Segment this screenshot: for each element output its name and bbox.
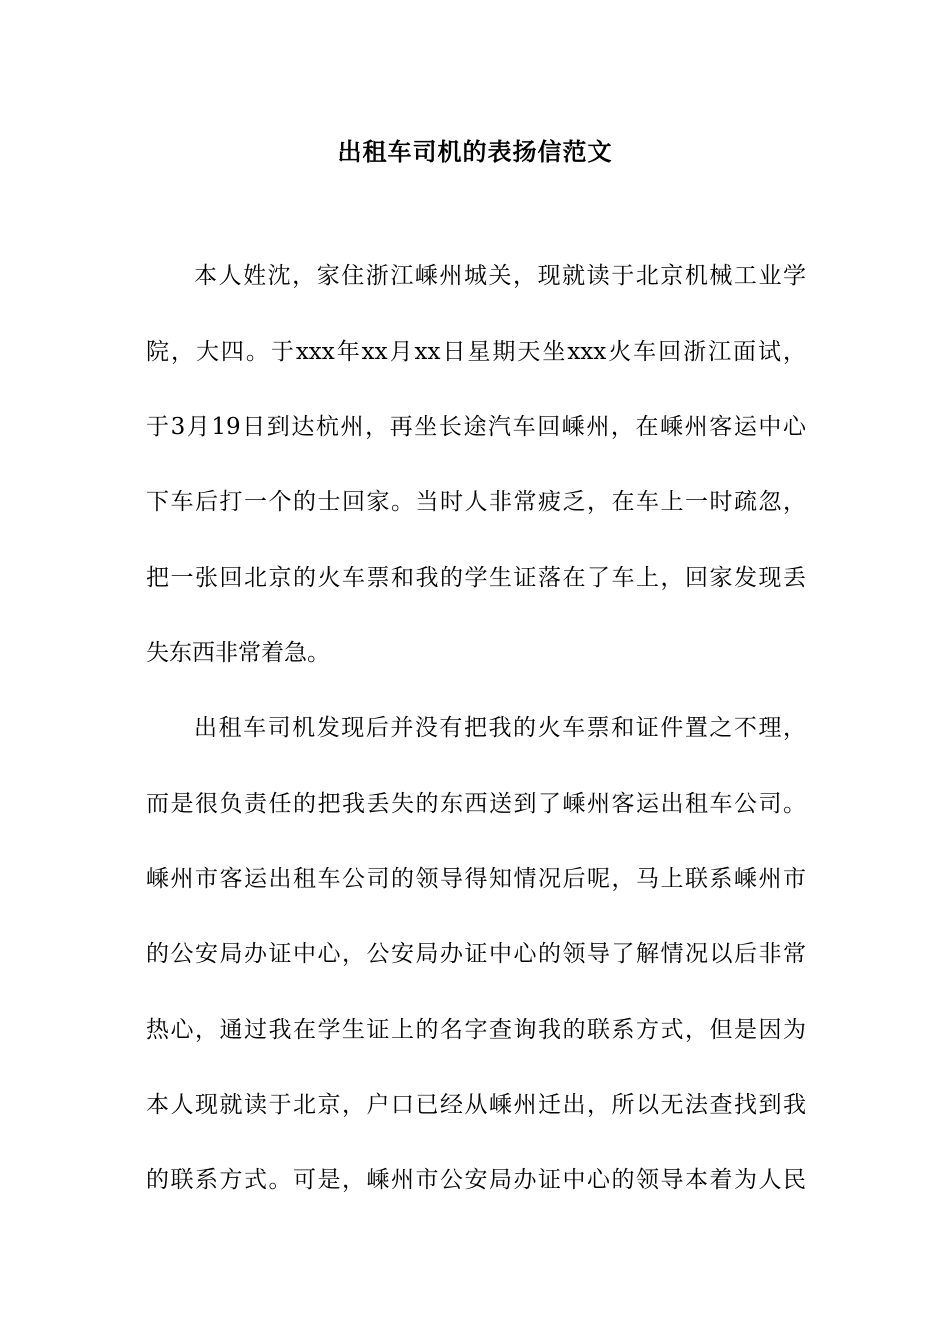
paragraph-line: 的联系方式。可是，嵊州市公安局办证中心的领导本着为人民	[146, 1167, 806, 1193]
paragraph-line: 于3月19日到达杭州，再坐长途汽车回嵊州，在嵊州客运中心	[146, 414, 806, 440]
paragraph-line: 的公安局办证中心，公安局办证中心的领导了解情况以后非常	[146, 941, 806, 967]
paragraph-line: 热心，通过我在学生证上的名字查询我的联系方式，但是因为	[146, 1017, 806, 1043]
paragraph-line: 下车后打一个的士回家。当时人非常疲乏，在车上一时疏忽，	[146, 489, 806, 515]
document-title: 出租车司机的表扬信范文	[337, 138, 613, 166]
paragraph-line: 失东西非常着急。	[146, 640, 330, 666]
paragraph-line: 出租车司机发现后并没有把我的火车票和证件置之不理，	[194, 715, 806, 741]
paragraph-line: 院，大四。于xxx年xx月xx日星期天坐xxx火车回浙江面试，	[146, 339, 806, 365]
paragraph-line: 把一张回北京的火车票和我的学生证落在了车上，回家发现丢	[146, 565, 806, 591]
paragraph-line: 而是很负责任的把我丢失的东西送到了嵊州客运出租车公司。	[146, 791, 806, 817]
paragraph-line: 嵊州市客运出租车公司的领导得知情况后呢，马上联系嵊州市	[146, 866, 806, 892]
paragraph-line: 本人姓沈，家住浙江嵊州城关，现就读于北京机械工业学	[194, 263, 806, 289]
paragraph-line: 本人现就读于北京，户口已经从嵊州迁出，所以无法查找到我	[146, 1092, 806, 1118]
